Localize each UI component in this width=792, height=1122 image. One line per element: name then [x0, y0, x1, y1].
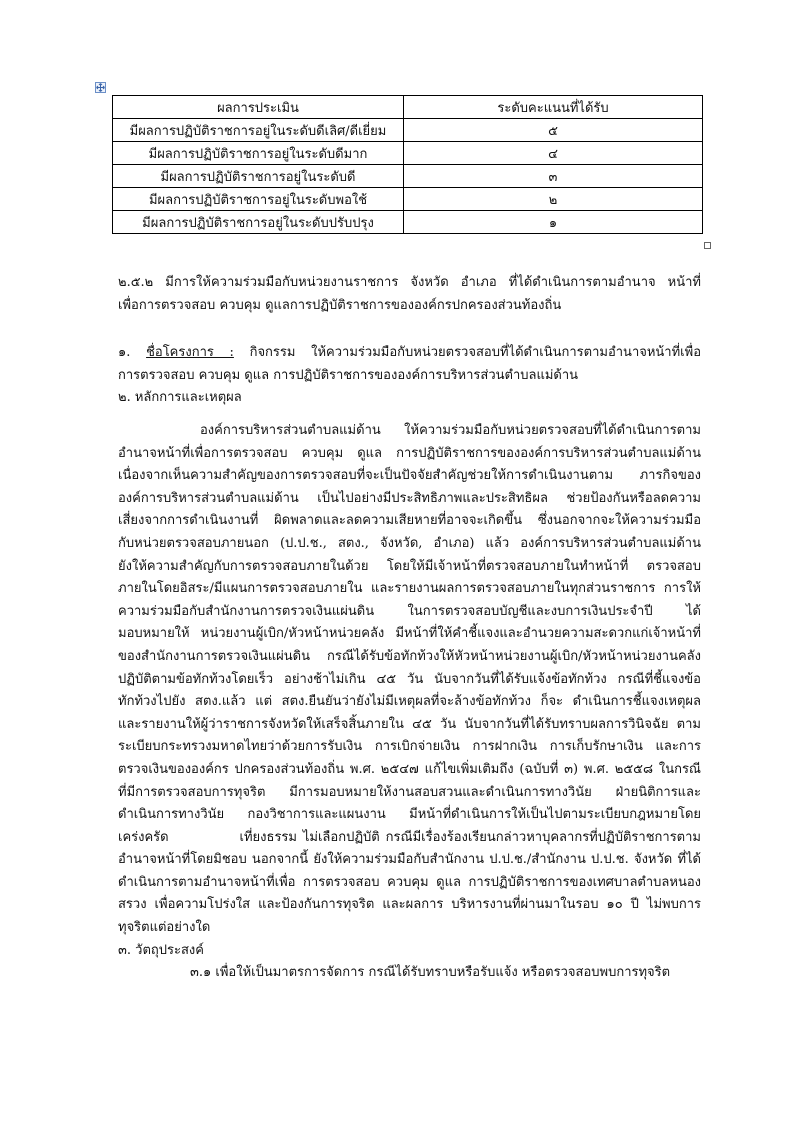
section-2-5-2: [118, 272, 701, 317]
body-line: ปฏิบัติตามข้อทักท้วงโดยเร็ว อย่างช้าไม่เกิน ๔๕ วัน นับจากวันที่ได้รับแจ้งข้อทักท้วง กรณีที่ชี้แจงข้อ: [118, 671, 701, 687]
table-cell-evaluation: มีผลการปฏิบัติราชการอยู่ในระดับดีมาก: [113, 142, 404, 165]
table-row: [113, 165, 703, 188]
body-line: องค์การบริหารส่วนตำบลแม่ด้าน ให้ความร่วมมือกับหน่วยตรวจสอบที่ได้ดำเนินการตาม: [200, 423, 701, 438]
section-line: ๒.๕.๒ มีการให้ความร่วมมือกับหน่วยงานราชการ จังหวัด อำเภอ ที่ได้ดำเนินการตามอำนาจ หน้าที่: [118, 275, 701, 290]
table-row: [113, 142, 703, 165]
body-line: เสี่ยงจากการดำเนินงานที่ ผิดพลาดและลดความเสียหายที่อาจจะเกิดขึ้น ซึ่งนอกจากจะให้ความร่วมมือ: [118, 513, 701, 529]
body-line: และรายงานให้ผู้ว่าราชการจังหวัดให้เสร็จสิ้นภายใน ๔๕ วัน นับจากวันที่ได้รับทราบผลการวินิจฉัย ตาม: [118, 716, 701, 732]
body-line: ดำเนินการตามอำนาจหน้าที่เพื่อ การตรวจสอบ ควบคุม ดูแล การปฏิบัติราชการของเทศบาลตำบลหนอง: [118, 874, 701, 890]
body-line: ความร่วมมือกับสำนักงานการตรวจเงินแผ่นดิน ในการตรวจสอบบัญชีและงบการเงินประจำปี ได้: [118, 603, 701, 619]
body-line: องค์การบริหารส่วนตำบลแม่ด้าน เป็นไปอย่างมีประสิทธิภาพและประสิทธิผล ช่วยป้องกันหรือลดความ: [118, 490, 701, 506]
body-line: มอบหมายให้ หน่วยงานผู้เบิก/หัวหน้าหน่วยคลัง มีหน้าที่ให้คำชี้แจงและอำนวยความสะดวกแก่เจ้าหน้าที่: [118, 626, 701, 642]
body-line: อำนาจหน้าที่เพื่อการตรวจสอบ ควบคุม ดูแล การปฏิบัติราชการขององค์การบริหารส่วนตำบลแม่ด้าน: [118, 445, 701, 461]
table-row: [113, 119, 703, 142]
table-cell-score: ๒: [404, 188, 703, 211]
body-line: ยังให้ความสำคัญกับการตรวจสอบภายในด้วย โดยให้มีเจ้าหน้าที่ตรวจสอบภายในทำหน้าที่ ตรวจสอบ: [118, 558, 701, 574]
project-title-part1: กิจกรรม ให้ความร่วมมือกับหน่วยตรวจสอบที่ได้ดำเนินการตามอำนาจหน้าที่เพื่อ: [233, 345, 701, 360]
body-line: เนื่องจากเห็นความสำคัญของการตรวจสอบที่จะเป็นปัจจัยสำคัญช่วยให้การดำเนินงานตาม ภารกิจของ: [118, 468, 701, 484]
project-block: [118, 342, 701, 410]
principles-body: [118, 420, 701, 985]
objectives-heading: ๓. วัตถุประสงค์: [118, 942, 204, 958]
table-move-handle-icon[interactable]: [95, 82, 106, 93]
table-row: [113, 188, 703, 211]
body-line: ทักท้วงไปยัง สตง.แล้ว แต่ สตง.ยืนยันว่ายังไม่มีเหตุผลที่จะล้างข้อทักท้วง ก็จะ ดำเนินการชี้แจงเหตุผล: [118, 694, 701, 710]
body-line: ภายในโดยอิสระ/มีแผนการตรวจสอบภายใน และรายงานผลการตรวจสอบภายในทุกส่วนราชการ การให้: [118, 581, 701, 597]
table-cell-evaluation: มีผลการปฏิบัติราชการอยู่ในระดับดีเลิศ/ดีเยี่ยม: [113, 119, 404, 142]
table-cell-score: ๓: [404, 165, 703, 188]
principles-heading: ๒. หลักการและเหตุผล: [118, 390, 242, 406]
project-number: ๑.: [118, 345, 131, 360]
project-line-2: การตรวจสอบ ควบคุม ดูแล การปฏิบัติราชการขององค์การบริหารส่วนตำบลแม่ด้าน: [118, 367, 579, 383]
objective-item-1: ๓.๑ เพื่อให้เป็นมาตรการจัดการ กรณีได้รับทราบหรือรับแจ้ง หรือตรวจสอบพบการทุจริต: [190, 965, 671, 981]
body-line: อำนาจหน้าที่โดยมิชอบ นอกจากนี้ ยังให้ความร่วมมือกับสำนักงาน ป.ป.ช./สำนักงาน ป.ป.ช. จังหวัด ที่ได้: [118, 852, 701, 868]
table-cell-score: ๑: [404, 211, 703, 234]
body-line: ดำเนินการทางวินัย กองวิชาการและแผนงาน มีหน้าที่ดำเนินการให้เป็นไปตามระเบียบกฎหมายโดย: [118, 807, 701, 823]
rating-table: [112, 95, 703, 234]
table-cell-evaluation: มีผลการปฏิบัติราชการอยู่ในระดับพอใช้: [113, 188, 404, 211]
column-header-evaluation: ผลการประเมิน: [113, 96, 404, 119]
table-resize-handle[interactable]: [704, 242, 711, 249]
body-line: ระเบียบกระทรวงมหาดไทยว่าด้วยการรับเงิน การเบิกจ่ายเงิน การฝากเงิน การเก็บรักษาเงิน และการ: [118, 739, 701, 755]
body-line: ทุจริตแต่อย่างใด: [118, 920, 211, 936]
table-cell-evaluation: มีผลการปฏิบัติราชการอยู่ในระดับปรับปรุง: [113, 211, 404, 234]
table-cell-evaluation: มีผลการปฏิบัติราชการอยู่ในระดับดี: [113, 165, 404, 188]
project-line-1: [118, 342, 701, 365]
body-line: เคร่งครัด เที่ยงธรรม ไม่เลือกปฏิบัติ กรณีมีเรื่องร้องเรียนกล่าวหาบุคลากรที่ปฏิบัติราชการตาม: [118, 829, 701, 845]
body-line: ตรวจเงินขององค์กร ปกครองส่วนท้องถิ่น พ.ศ. ๒๕๔๗ แก้ไขเพิ่มเติมถึง (ฉบับที่ ๓) พ.ศ. ๒๕๕๘ ในกรณี: [118, 761, 701, 777]
body-line: ของสำนักงานการตรวจเงินแผ่นดิน กรณีได้รับข้อทักท้วงให้หัวหน้าหน่วยงานผู้เบิก/หัวหน้าหน่วยงานคลัง: [118, 648, 701, 664]
table-row: [113, 211, 703, 234]
table-cell-score: ๕: [404, 119, 703, 142]
body-line: ที่มีการตรวจสอบการทุจริต มีการมอบหมายให้งานสอบสวนและดำเนินการทางวินัย ฝ่ายนิติการและ: [118, 784, 701, 800]
table-cell-score: ๔: [404, 142, 703, 165]
project-label: ชื่อโครงการ :: [146, 345, 234, 360]
column-header-score: ระดับคะแนนที่ได้รับ: [404, 96, 703, 119]
body-line: กับหน่วยตรวจสอบภายนอก (ป.ป.ช., สตง., จังหวัด, อำเภอ) แล้ว องค์การบริหารส่วนตำบลแม่ด้าน: [118, 535, 701, 551]
table-header-row: [113, 96, 703, 119]
body-line: สรวง เพื่อความโปร่งใส และป้องกันการทุจริต และผลการ บริหารงานที่ผ่านมาในรอบ ๑๐ ปี ไม่พบการ: [118, 897, 701, 913]
section-line: เพื่อการตรวจสอบ ควบคุม ดูแลการปฏิบัติราชการขององค์กรปกครองส่วนท้องถิ่น: [118, 297, 562, 313]
